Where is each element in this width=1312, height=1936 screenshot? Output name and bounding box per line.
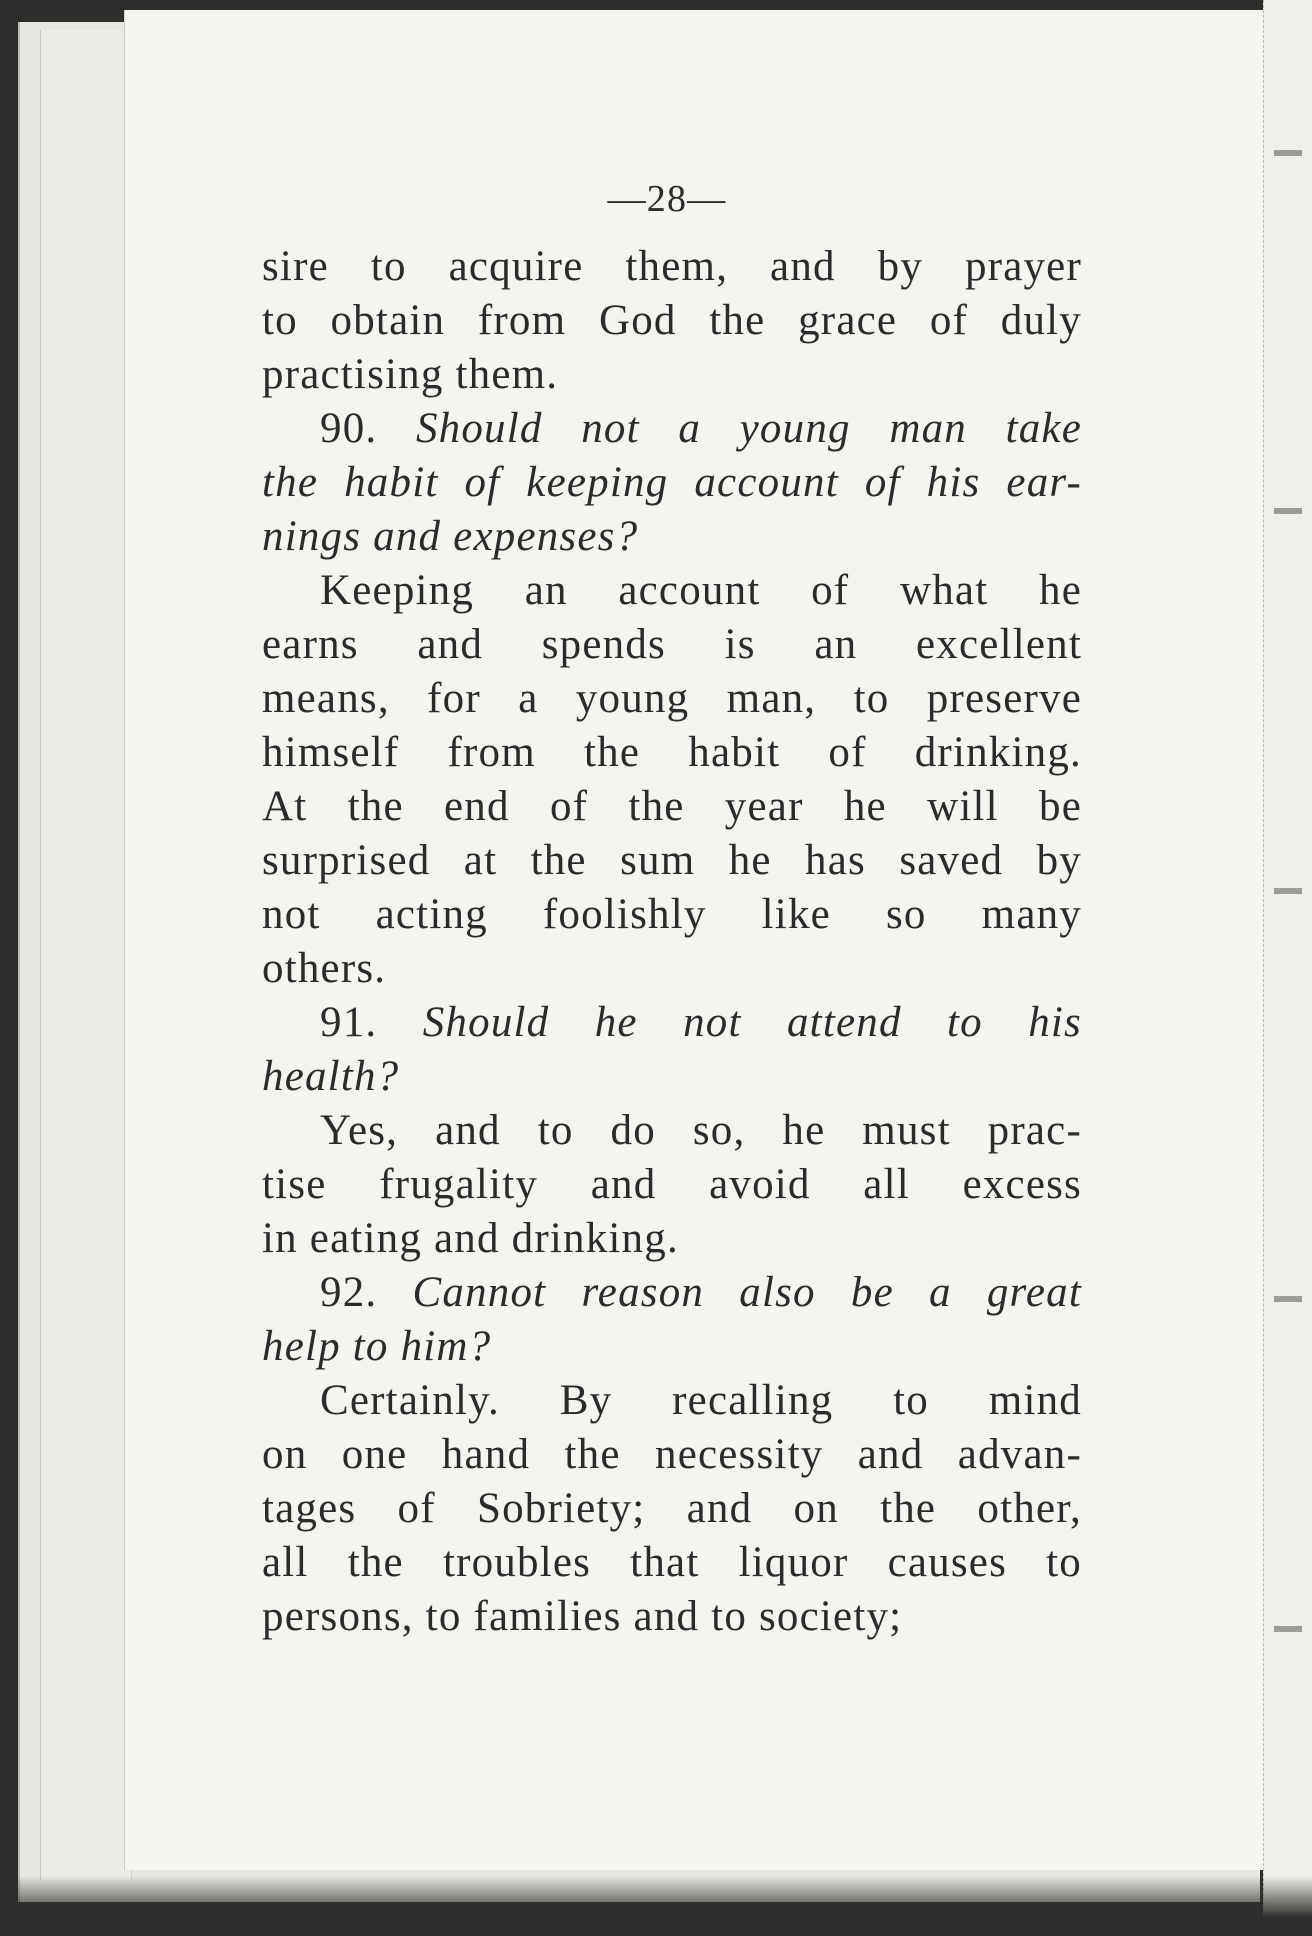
text-line: Yes, and to do so, he must prac- [320,1107,1082,1154]
text-line: At the end of the year he will be [262,783,1082,830]
text-line: tages of Sobriety; and on the other, [262,1485,1082,1532]
text-line: on one hand the necessity and advan- [262,1431,1082,1478]
text-line: Certainly. By recalling to mind [320,1377,1082,1424]
text-line: all the troubles that liquor causes to [262,1539,1082,1586]
answer-paragraph [262,564,1082,996]
text-line [262,1266,1082,1320]
text-line: health? [262,1053,400,1100]
binding-strip [1263,0,1312,1936]
answer-paragraph [262,240,1082,402]
text-line: earns and spends is an excellent [262,621,1082,668]
page-text [262,176,1082,1644]
text-line: surprised at the sum he has saved by [262,837,1082,884]
question-paragraph [262,402,1082,564]
question-number: 91. [320,999,423,1046]
text-line: help to him? [262,1323,492,1370]
text-line [262,996,1082,1050]
bottom-shadow [0,1876,1312,1936]
text-line [262,402,1082,456]
question-text: Should he not attend to his [422,999,1082,1046]
question-text: Should not a young man take [415,405,1082,452]
text-line: tise frugality and avoid all excess [262,1161,1082,1208]
text-line: means, for a young man, to preserve [262,675,1082,722]
binding-mark [1274,1626,1302,1632]
text-line: practising them. [262,351,559,398]
binding-mark [1274,1296,1302,1302]
answer-paragraph [262,1104,1082,1266]
question-paragraph [262,1266,1082,1374]
text-line: in eating and drinking. [262,1215,679,1262]
page-number: —28— [607,178,727,220]
question-paragraph [262,996,1082,1104]
page-stack-edge [40,30,132,1880]
question-number: 90. [320,405,416,452]
question-text: Cannot reason also be a great [412,1269,1082,1316]
text-line: himself from the habit of drinking. [262,729,1082,776]
text-line: Keeping an account of what he [320,567,1082,614]
text-line: the habit of keeping account of his ear- [262,459,1082,506]
text-line: persons, to families and to society; [262,1593,903,1640]
binding-mark [1274,888,1302,894]
binding-mark [1274,150,1302,156]
text-line: not acting foolishly like so many [262,891,1082,938]
text-line: sire to acquire them, and by prayer [262,243,1082,290]
question-number: 92. [320,1269,413,1316]
text-line: to obtain from God the grace of duly [262,297,1082,344]
paragraphs [262,240,1082,1644]
binding-mark [1274,508,1302,514]
text-line: others. [262,945,387,992]
text-line: nings and expenses? [262,513,639,560]
answer-paragraph [262,1374,1082,1644]
